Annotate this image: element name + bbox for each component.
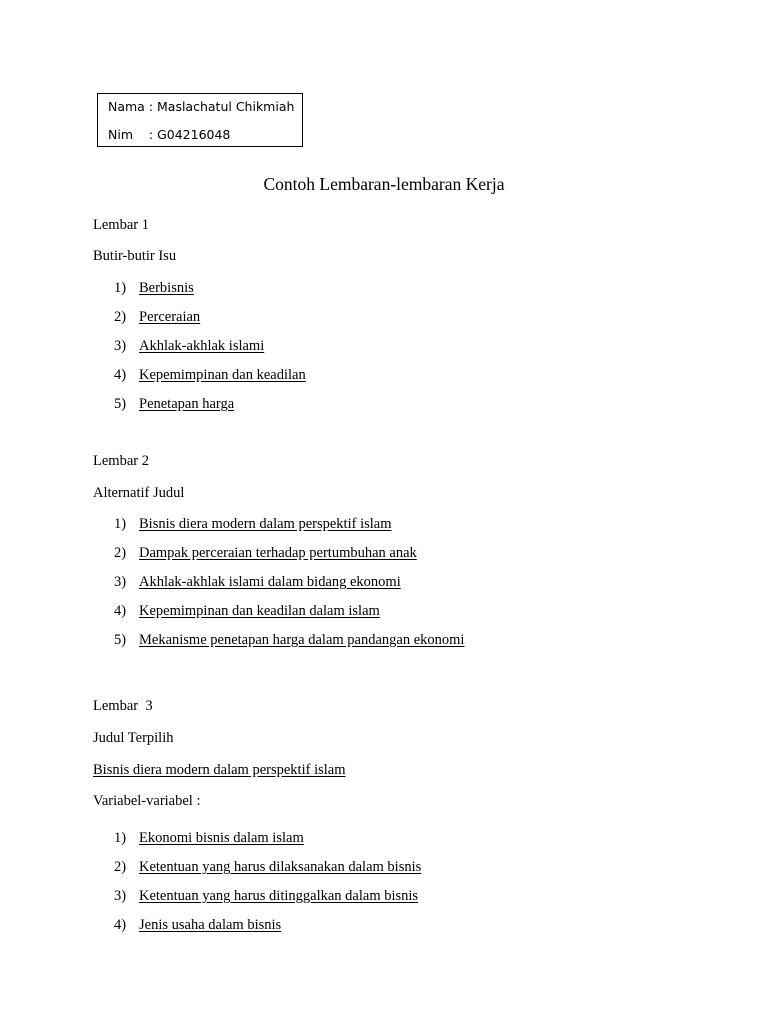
list-text: Bisnis diera modern dalam perspektif islam bbox=[139, 516, 392, 532]
student-name: Nama : Maslachatul Chikmiah bbox=[108, 99, 295, 114]
list-number: 4) bbox=[114, 367, 127, 383]
document-title: Contoh Lembaran-lembaran Kerja bbox=[263, 174, 505, 194]
list-text: Berbisnis bbox=[139, 280, 194, 296]
student-nim: Nim : G04216048 bbox=[108, 127, 231, 142]
list-number: 1) bbox=[114, 280, 127, 296]
variables-label: Variabel-variabel : bbox=[93, 793, 201, 809]
sheet2-heading: Lembar 2 bbox=[93, 453, 149, 469]
sheet3-subheading: Judul Terpilih bbox=[93, 730, 174, 746]
list-number: 3) bbox=[114, 574, 127, 590]
list-number: 4) bbox=[114, 603, 127, 619]
list-number: 5) bbox=[114, 632, 127, 648]
list-number: 2) bbox=[114, 545, 127, 561]
list-number: 4) bbox=[114, 917, 127, 933]
list-number: 2) bbox=[114, 309, 127, 325]
list-number: 1) bbox=[114, 830, 127, 846]
list-text: Dampak perceraian terhadap pertumbuhan anak bbox=[139, 545, 417, 561]
list-text: Akhlak-akhlak islami bbox=[139, 338, 265, 354]
list-number: 3) bbox=[114, 338, 127, 354]
list-text: Mekanisme penetapan harga dalam pandangan ekonomi bbox=[139, 632, 465, 648]
list-number: 2) bbox=[114, 859, 127, 875]
list-text: Perceraian bbox=[139, 309, 201, 325]
list-text: Ketentuan yang harus ditinggalkan dalam bisnis bbox=[139, 888, 419, 904]
list-text: Penetapan harga bbox=[139, 396, 235, 412]
sheet3-heading: Lembar 3 bbox=[93, 698, 153, 714]
identity-box bbox=[97, 93, 303, 147]
list-text: Jenis usaha dalam bisnis bbox=[139, 917, 282, 933]
list-text: Ekonomi bisnis dalam islam bbox=[139, 830, 304, 846]
list-number: 3) bbox=[114, 888, 127, 904]
list-text: Akhlak-akhlak islami dalam bidang ekonomi bbox=[139, 574, 401, 590]
sheet2-subheading: Alternatif Judul bbox=[93, 485, 185, 501]
sheet1-subheading: Butir-butir Isu bbox=[93, 248, 177, 264]
list-text: Ketentuan yang harus dilaksanakan dalam bisnis bbox=[139, 859, 422, 875]
sheet1-heading: Lembar 1 bbox=[93, 217, 149, 233]
list-text: Kepemimpinan dan keadilan dalam islam bbox=[139, 603, 380, 619]
list-number: 5) bbox=[114, 396, 127, 412]
list-number: 1) bbox=[114, 516, 127, 532]
list-text: Kepemimpinan dan keadilan bbox=[139, 367, 306, 383]
selected-title: Bisnis diera modern dalam perspektif islam bbox=[93, 762, 346, 778]
